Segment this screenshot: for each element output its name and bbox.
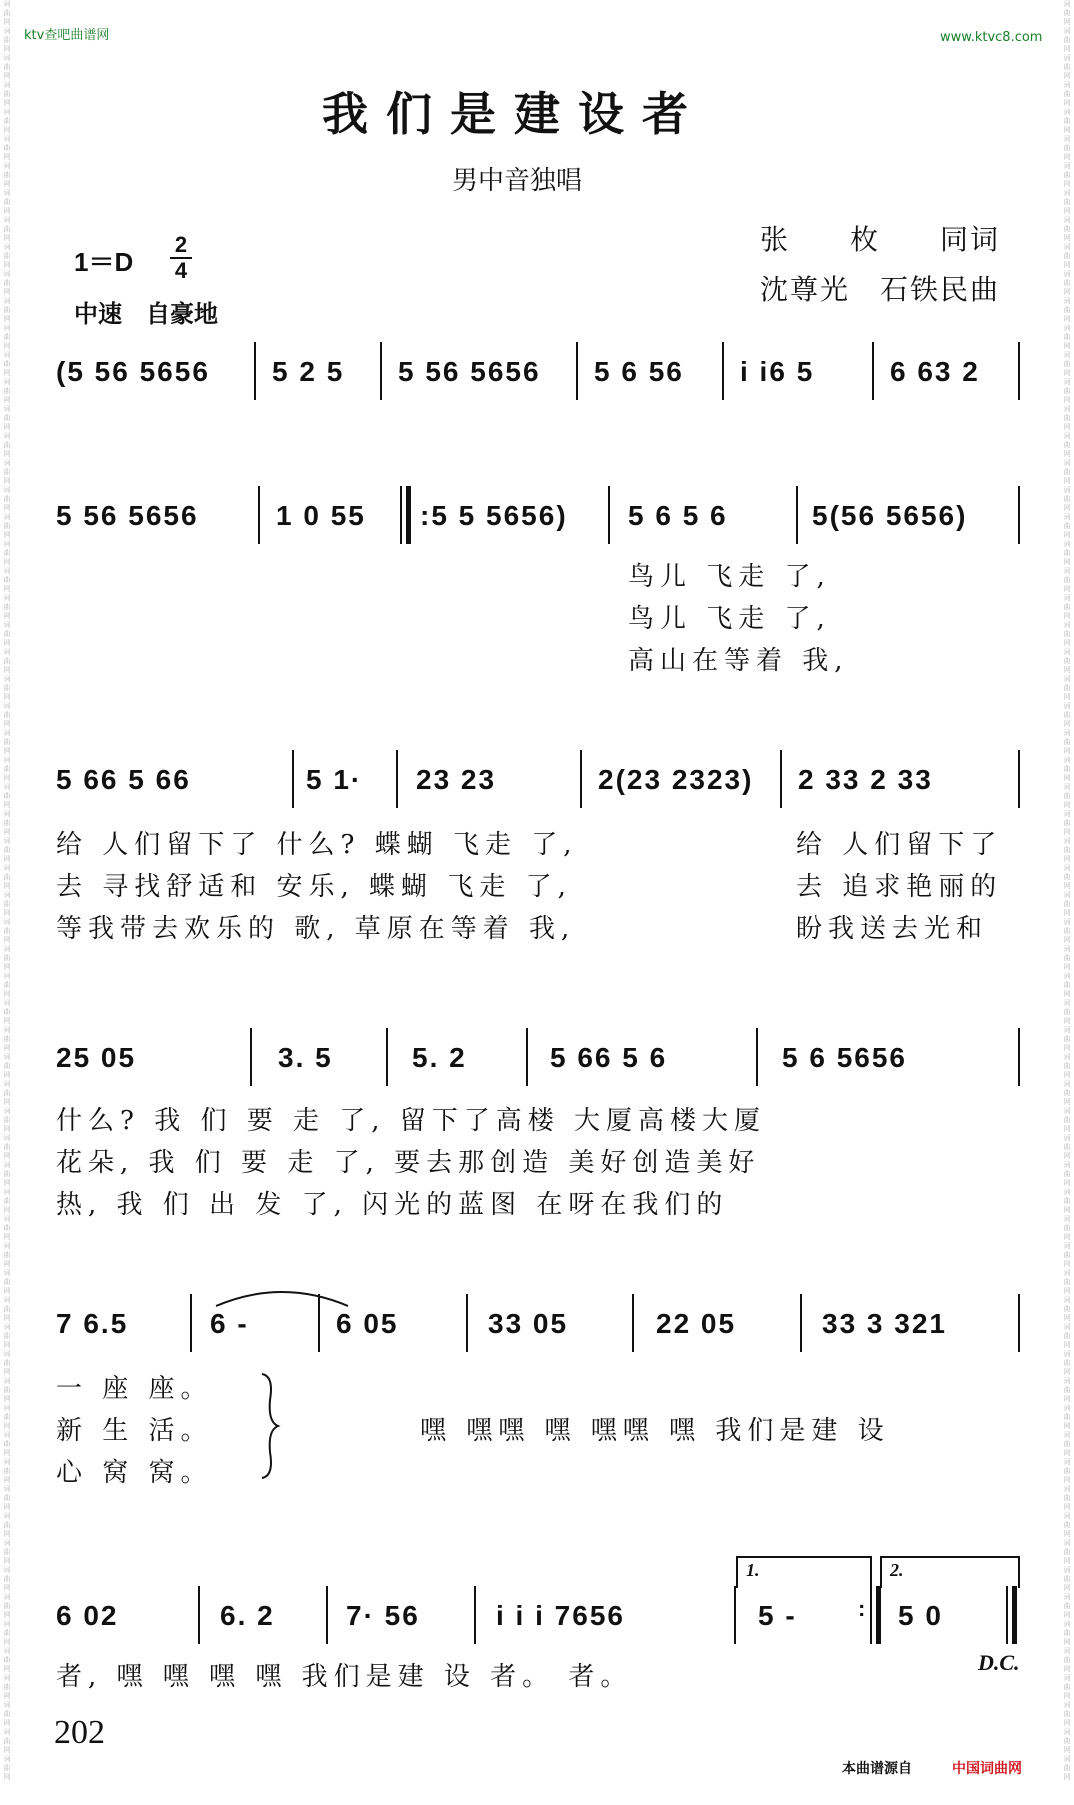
left-watermark-text: 词 曲 网 词 曲 网 词 曲 网 词 曲 网 词 曲 网 词 曲 网 词 曲 网 词 曲 网 词 曲 网 词 曲 网 词 曲 网 词 曲 网 词 曲 网 词 曲 网 词 曲 网 词 曲 网 词 曲 网 词 曲 网 词 曲 网 词 曲 网 词 曲 网 词 曲 网 词 曲 网 词 曲 网 词 曲 网 词 曲 网 词 曲 网 词 曲 网 词 曲 网 词 曲 网 词 曲 网 词 曲 网 词 曲 网 词 曲 网 词 曲 网 词 曲 网 词 曲 网 词 曲 网 词 曲 网 词 曲 网 词 曲 网 词 曲 网 词 曲 网 词 曲 网 词 曲 网 词 曲 网 词 曲 网 词 曲 网 词 曲 网 词 曲 网 词 曲 网 词 曲 网 词 曲 网 词 曲 网 词 曲 网 词 曲 网 词 曲 网 词 曲 网 词 曲 网 词 曲 网 词 曲 网 词 曲 网 词 曲 网 词 曲 网 词 曲 网 词 曲 网	[3, 0, 11, 1781]
barline	[254, 342, 256, 400]
song-title: 我们是建设者	[322, 87, 706, 141]
line2-measure-4: 5 6 5 6	[628, 500, 728, 531]
barline	[396, 750, 398, 808]
line5-measure-5: 22 05	[656, 1308, 737, 1339]
barline	[796, 486, 798, 544]
barline	[198, 1586, 200, 1644]
line5-lyric-left-verse-2: 新 生 活。	[56, 1416, 213, 1446]
line3-lyric-verse-2: 去 寻找舒适和 安乐, 蝶蝴 飞走 了,	[56, 872, 572, 902]
line4-lyric-verse-2: 花朵, 我 们 要 走 了, 要去那创造 美好创造美好	[56, 1148, 761, 1178]
barline	[250, 1028, 252, 1086]
final-thick-barline	[1012, 1586, 1017, 1644]
line2-measure-3: :5 5 5656)	[420, 500, 568, 531]
line4-measure-3: 5. 2	[412, 1042, 467, 1073]
barline	[800, 1294, 802, 1352]
line5-measure-4: 33 05	[488, 1308, 569, 1339]
tie-arc	[212, 1284, 352, 1308]
barline	[466, 1294, 468, 1352]
composer-credit: 沈尊光 石铁民曲	[760, 273, 1001, 306]
line6-measure-2: 6. 2	[220, 1600, 275, 1631]
line5-lyric-left-verse-3: 心 窝 窝。	[56, 1458, 213, 1488]
volta-1-label: 1.	[746, 1560, 760, 1580]
barline	[386, 1028, 388, 1086]
repeat-end-dots: :	[858, 1596, 868, 1621]
barline	[780, 750, 782, 808]
line3-measure-5: 2 33 2 33	[798, 764, 933, 795]
da-capo-marking: D.C.	[978, 1650, 1020, 1675]
barline	[872, 342, 874, 400]
time-signature-bottom: 4	[174, 258, 188, 283]
line4-measure-5: 5 6 5656	[782, 1042, 907, 1073]
line2-measure-2: 1 0 55	[276, 500, 366, 531]
line1-measure-2: 5 2 5	[272, 356, 345, 387]
line4-measure-4: 5 66 5 6	[550, 1042, 668, 1073]
page-number: 202	[54, 1714, 105, 1751]
line5-measure-3: 6 05	[336, 1308, 399, 1339]
line3-lyric-verse-3: 等我带去欢乐的 歌, 草原在等着 我,	[56, 914, 576, 944]
line5-lyric-left-verse-1: 一 座 座。	[56, 1374, 213, 1404]
volta-2-label: 2.	[890, 1560, 904, 1580]
barline	[258, 486, 260, 544]
line3-lyric-verse-1: 给 人们留下了 什么? 蝶蝴 飞走 了,	[56, 830, 578, 860]
line6-lyrics: 者, 嘿 嘿 嘿 嘿 我们是建 设 者。 者。	[56, 1662, 633, 1692]
left-watermark-strip	[0, 0, 14, 1805]
line3-lyric-right-verse-3: 盼我送去光和	[796, 914, 989, 944]
repeat-start-thick-barline	[406, 486, 411, 544]
barline	[326, 1586, 328, 1644]
line3-lyric-right-verse-1: 给 人们留下了	[796, 830, 1003, 860]
barline	[190, 1294, 192, 1352]
barline	[632, 1294, 634, 1352]
header-left-link[interactable]: ktv查吧曲谱网	[24, 28, 110, 43]
barline	[576, 342, 578, 400]
line6-measure-5: 5 -	[758, 1600, 797, 1631]
barline	[722, 342, 724, 400]
volta-bracket-2	[880, 1556, 1020, 1588]
footer-source-label: 本曲谱源自	[842, 1761, 912, 1777]
line1-measure-3: 5 56 5656	[398, 356, 541, 387]
barline	[1018, 750, 1020, 808]
barline	[1018, 1028, 1020, 1086]
line5-measure-1: 7 6.5	[56, 1308, 129, 1339]
line2-measure-5: 5(56 5656)	[812, 500, 968, 531]
volta-bracket-1	[736, 1556, 872, 1588]
barline	[608, 486, 610, 544]
line2-lyric-verse-1: 鸟儿 飞走 了,	[628, 562, 831, 592]
line4-measure-1: 25 05	[56, 1042, 137, 1073]
lyricist-credit: 张 枚 同词	[760, 223, 1001, 256]
song-subtitle: 男中音独唱	[452, 166, 583, 196]
barline	[1018, 1294, 1020, 1352]
barline	[526, 1028, 528, 1086]
line4-lyric-verse-3: 热, 我 们 出 发 了, 闪光的蓝图 在呀在我们的	[56, 1190, 729, 1220]
barline	[292, 750, 294, 808]
line2-measure-1: 5 56 5656	[56, 500, 199, 531]
final-barline	[1006, 1586, 1008, 1644]
barline	[1018, 486, 1020, 544]
line1-measure-6: 6 63 2	[890, 356, 980, 387]
line3-measure-1: 5 66 5 66	[56, 764, 191, 795]
line6-measure-4: i i i 7656	[496, 1600, 625, 1631]
line2-lyric-verse-2: 鸟儿 飞走 了,	[628, 604, 831, 634]
verse-brace	[258, 1370, 282, 1482]
repeat-end-barline	[870, 1586, 872, 1644]
header-right-link[interactable]: www.ktvc8.com	[940, 30, 1043, 45]
line5-lyric-chorus: 嘿 嘿嘿 嘿 嘿嘿 嘿 我们是建 设	[420, 1416, 890, 1446]
tempo-marking: 中速 自豪地	[74, 300, 218, 328]
line1-measure-4: 5 6 56	[594, 356, 684, 387]
line3-measure-2: 5 1·	[306, 764, 363, 795]
barline	[380, 342, 382, 400]
line2-lyric-verse-3: 高山在等着 我,	[628, 646, 849, 676]
line4-measure-2: 3. 5	[278, 1042, 333, 1073]
line3-measure-4: 2(23 2323)	[598, 764, 754, 795]
line6-measure-1: 6 02	[56, 1600, 119, 1631]
barline	[756, 1028, 758, 1086]
repeat-end-thick-barline	[876, 1586, 881, 1644]
barline	[734, 1586, 736, 1644]
time-signature	[170, 234, 192, 282]
time-signature-top: 2	[174, 232, 188, 257]
line3-measure-3: 23 23	[416, 764, 497, 795]
footer-source-brand[interactable]: 中国词曲网	[952, 1761, 1022, 1777]
barline	[474, 1586, 476, 1644]
repeat-start-barline	[400, 486, 402, 544]
right-watermark-strip	[1060, 0, 1074, 1805]
line3-lyric-right-verse-2: 去 追求艳丽的	[796, 872, 1003, 902]
line1-measure-5: i i6 5	[740, 356, 815, 387]
barline	[580, 750, 582, 808]
right-watermark-text: 词 曲 网 词 曲 网 词 曲 网 词 曲 网 词 曲 网 词 曲 网 词 曲 网 词 曲 网 词 曲 网 词 曲 网 词 曲 网 词 曲 网 词 曲 网 词 曲 网 词 曲 网 词 曲 网 词 曲 网 词 曲 网 词 曲 网 词 曲 网 词 曲 网 词 曲 网 词 曲 网 词 曲 网 词 曲 网 词 曲 网 词 曲 网 词 曲 网 词 曲 网 词 曲 网 词 曲 网 词 曲 网 词 曲 网 词 曲 网 词 曲 网 词 曲 网 词 曲 网 词 曲 网 词 曲 网 词 曲 网 词 曲 网 词 曲 网 词 曲 网 词 曲 网 词 曲 网 词 曲 网 词 曲 网 词 曲 网 词 曲 网 词 曲 网 词 曲 网 词 曲 网 词 曲 网 词 曲 网 词 曲 网 词 曲 网 词 曲 网 词 曲 网 词 曲 网 词 曲 网 词 曲 网 词 曲 网 词 曲 网 词 曲 网 词 曲 网 词 曲 网	[1063, 0, 1071, 1781]
line5-measure-2: 6 -	[210, 1308, 249, 1339]
line4-lyric-verse-1: 什么? 我 们 要 走 了, 留下了高楼 大厦高楼大厦	[56, 1106, 767, 1136]
line6-measure-6: 5 0	[898, 1600, 943, 1631]
line6-measure-3: 7· 56	[346, 1600, 420, 1631]
line1-measure-1: (5 56 5656	[56, 356, 210, 387]
barline	[1018, 342, 1020, 400]
line5-measure-6: 33 3 321	[822, 1308, 947, 1339]
key-signature: 1＝D	[74, 247, 134, 277]
